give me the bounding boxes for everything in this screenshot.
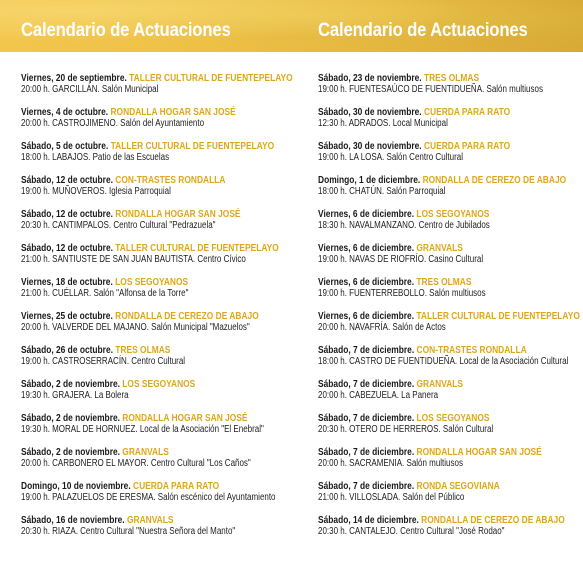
event-detail: 19:00 h. CASTROSERRACÍN. Centro Cultural [21,356,186,367]
event-date: Sábado, 12 de octubre. [21,174,113,186]
event-entry [21,140,291,174]
event-heading [21,344,237,356]
event-group: GRANVALS [416,378,464,390]
event-date: Sábado, 7 de diciembre. [318,412,415,424]
event-date: Sábado, 30 de noviembre. [318,106,422,118]
event-date: Sábado, 7 de diciembre. [318,344,415,356]
event-entry [318,276,580,310]
event-detail: 20:00 h. VALVERDE DEL MAJANO. Salón Municipal "Mazuelos" [21,322,250,333]
event-heading [318,72,528,84]
event-date: Viernes, 20 de septiembre. [21,72,127,84]
event-group: TALLER CULTURAL DE FUENTEPELAYO [129,72,293,84]
event-heading [21,378,237,390]
event-heading [21,446,237,458]
event-heading [21,480,237,492]
event-entry [318,140,580,174]
event-detail: 20:00 h. CARBONERO EL MAYOR. Centro Cultural "Los Caños" [21,458,251,469]
event-heading [21,310,259,322]
event-heading [318,446,542,458]
event-date: Sábado, 5 de octubre. [21,140,109,152]
event-detail: 19:00 h. FUENTERREBOLLO. Salón multiusos [318,288,486,299]
event-detail: 20:00 h. CABEZUELA. La Panera [318,390,439,401]
event-date: Sábado, 2 de noviembre. [21,378,120,390]
event-group: CUERDA PARA RATO [423,106,511,118]
event-group: RONDALLA DE CEREZO DE ABAJO [115,310,259,322]
event-detail: 20:00 h. SACRAMENIA. Salón multiusos [318,458,463,469]
event-entry [318,242,580,276]
event-group: TALLER CULTURAL DE FUENTEPELAYO [110,140,275,152]
event-group: TRES OLMAS [416,276,472,288]
event-heading [318,276,528,288]
left-column [21,72,291,548]
event-detail: 20:00 h. GARCILLÁN. Salón Municipal [21,84,159,95]
event-group: TALLER CULTURAL DE FUENTEPELAYO [416,310,580,322]
event-date: Sábado, 7 de diciembre. [318,480,415,492]
event-date: Viernes, 18 de octubre. [21,276,113,288]
event-heading [318,310,580,322]
event-detail: 20:30 h. CANTALEJO. Centro Cultural "José Rodao" [318,526,505,537]
event-heading [21,514,237,526]
event-detail: 19:00 h. NAVAS DE RIOFRÍO. Casino Cultural [318,254,484,265]
page-title-right: Calendario de Actuaciones [318,20,528,41]
event-entry [318,412,580,446]
event-entry [21,480,291,514]
event-detail: 20:30 h. OTERO DE HERREROS. Salón Cultural [318,424,494,435]
event-detail: 18:00 h. CHATÚN. Salón Parroquial [318,186,446,197]
event-entry [21,344,291,378]
event-entry [21,242,291,276]
event-detail: 18:30 h. NAVALMANZANO. Centro de Jubilados [318,220,490,231]
event-entry [21,276,291,310]
event-entry [21,446,291,480]
event-group: RONDALLA HOGAR SAN JOSÉ [115,208,241,220]
event-detail: 20:30 h. CANTIMPALOS. Centro Cultural "Pedrazuela" [21,220,216,231]
event-group: LOS SEGOYANOS [416,208,490,220]
event-heading [318,412,528,424]
event-heading [21,106,237,118]
event-heading [318,140,528,152]
header-banner [0,0,583,52]
event-entry [21,208,291,242]
event-detail: 19:00 h. MUÑOVEROS. Iglesia Parroquial [21,186,171,197]
event-detail: 20:00 h. NAVAFRÍA. Salón de Actos [318,322,446,333]
event-date: Domingo, 1 de diciembre. [318,174,421,186]
event-heading [318,344,528,356]
event-entry [21,106,291,140]
event-group: LOS SEGOYANOS [115,276,189,288]
event-entry [21,72,291,106]
event-heading [318,208,528,220]
event-detail: 19:30 h. MORAL DE HORNUEZ. Local de la Asociación "El Enebral" [21,424,264,435]
event-heading [21,140,275,152]
event-heading [318,514,565,526]
event-heading [21,412,248,424]
event-detail: 21:00 h. VILLOSLADA. Salón del Público [318,492,465,503]
event-date: Viernes, 6 de diciembre. [318,242,415,254]
event-heading [21,276,237,288]
event-detail: 18:00 h. CASTRO DE FUENTIDUEÑA. Local de la Asociación Cultural [318,356,569,367]
event-entry [318,72,580,106]
event-detail: 21:00 h. CUÉLLAR. Salón "Alfonsa de la Torre" [21,288,189,299]
event-group: TALLER CULTURAL DE FUENTEPELAYO [115,242,279,254]
event-date: Sábado, 7 de diciembre. [318,446,415,458]
event-detail: 19:00 h. PALAZUELOS DE ERESMA. Salón escénico del Ayuntamiento [21,492,276,503]
event-entry [318,208,580,242]
event-entry [21,378,291,412]
event-date: Sábado, 7 de diciembre. [318,378,415,390]
event-heading [318,242,528,254]
event-date: Sábado, 12 de octubre. [21,242,113,254]
event-entry [318,310,580,344]
event-entry [21,412,291,446]
event-heading [21,72,293,84]
event-group: RONDALLA DE CEREZO DE ABAJO [421,514,565,526]
event-entry [21,310,291,344]
event-heading [21,174,237,186]
event-date: Sábado, 26 de octubre. [21,344,113,356]
event-detail: 21:00 h. SANTIUSTE DE SAN JUAN BAUTISTA. Centro Cívico [21,254,246,265]
event-date: Viernes, 4 de octubre. [21,106,109,118]
event-heading [318,378,528,390]
event-date: Sábado, 23 de noviembre. [318,72,422,84]
event-detail: 19:30 h. GRAJERA. La Bolera [21,390,129,401]
event-group: TRES OLMAS [115,344,171,356]
event-group: CON-TRASTES RONDALLA [115,174,226,186]
event-group: RONDA SEGOVIANA [416,480,500,492]
event-group: RONDALLA HOGAR SAN JOSÉ [110,106,236,118]
event-group: TRES OLMAS [423,72,480,84]
event-entry [318,106,580,140]
event-group: LOS SEGOYANOS [416,412,490,424]
event-group: RONDALLA HOGAR SAN JOSÉ [122,412,248,424]
event-group: RONDALLA DE CEREZO DE ABAJO [422,174,567,186]
event-group: CUERDA PARA RATO [423,140,511,152]
event-group: GRANVALS [126,514,174,526]
event-detail: 18:00 h. LABAJOS. Patio de las Escuelas [21,152,170,163]
event-heading [318,174,567,186]
event-date: Viernes, 6 de diciembre. [318,208,415,220]
event-date: Domingo, 10 de noviembre. [21,480,131,492]
event-entry [318,344,580,378]
event-group: CON-TRASTES RONDALLA [416,344,527,356]
event-detail: 12:30 h. ADRADOS. Local Municipal [318,118,448,129]
event-heading [21,242,279,254]
event-entry [21,514,291,548]
event-detail: 19:00 h. LA LOSA. Salón Centro Cultural [318,152,463,163]
event-detail: 20:00 h. CASTROJIMENO. Salón del Ayuntamiento [21,118,205,129]
event-date: Sábado, 12 de octubre. [21,208,113,220]
event-date: Sábado, 16 de noviembre. [21,514,125,526]
event-entry [318,480,580,514]
event-entry [318,446,580,480]
event-detail: 19:00 h. FUENTESAÚCO DE FUENTIDUEÑA. Salón multiusos [318,84,543,95]
event-heading [21,208,241,220]
event-date: Viernes, 25 de octubre. [21,310,113,322]
event-date: Sábado, 2 de noviembre. [21,412,120,424]
event-entry [318,514,580,548]
event-group: LOS SEGOYANOS [122,378,196,390]
event-heading [318,106,528,118]
event-group: GRANVALS [122,446,169,458]
event-date: Sábado, 14 de diciembre. [318,514,419,526]
page-title-left: Calendario de Actuaciones [21,20,231,41]
event-date: Viernes, 6 de diciembre. [318,310,415,322]
event-heading [318,480,528,492]
event-date: Sábado, 30 de noviembre. [318,140,422,152]
event-group: GRANVALS [416,242,463,254]
event-date: Viernes, 6 de diciembre. [318,276,415,288]
event-date: Sábado, 2 de noviembre. [21,446,120,458]
event-group: RONDALLA HOGAR SAN JOSÉ [416,446,542,458]
right-column [318,72,580,548]
event-entry [318,174,580,208]
event-entry [21,174,291,208]
event-group: CUERDA PARA RATO [133,480,220,492]
event-detail: 20:30 h. RIAZA. Centro Cultural "Nuestra Señora del Manto" [21,526,236,537]
event-entry [318,378,580,412]
